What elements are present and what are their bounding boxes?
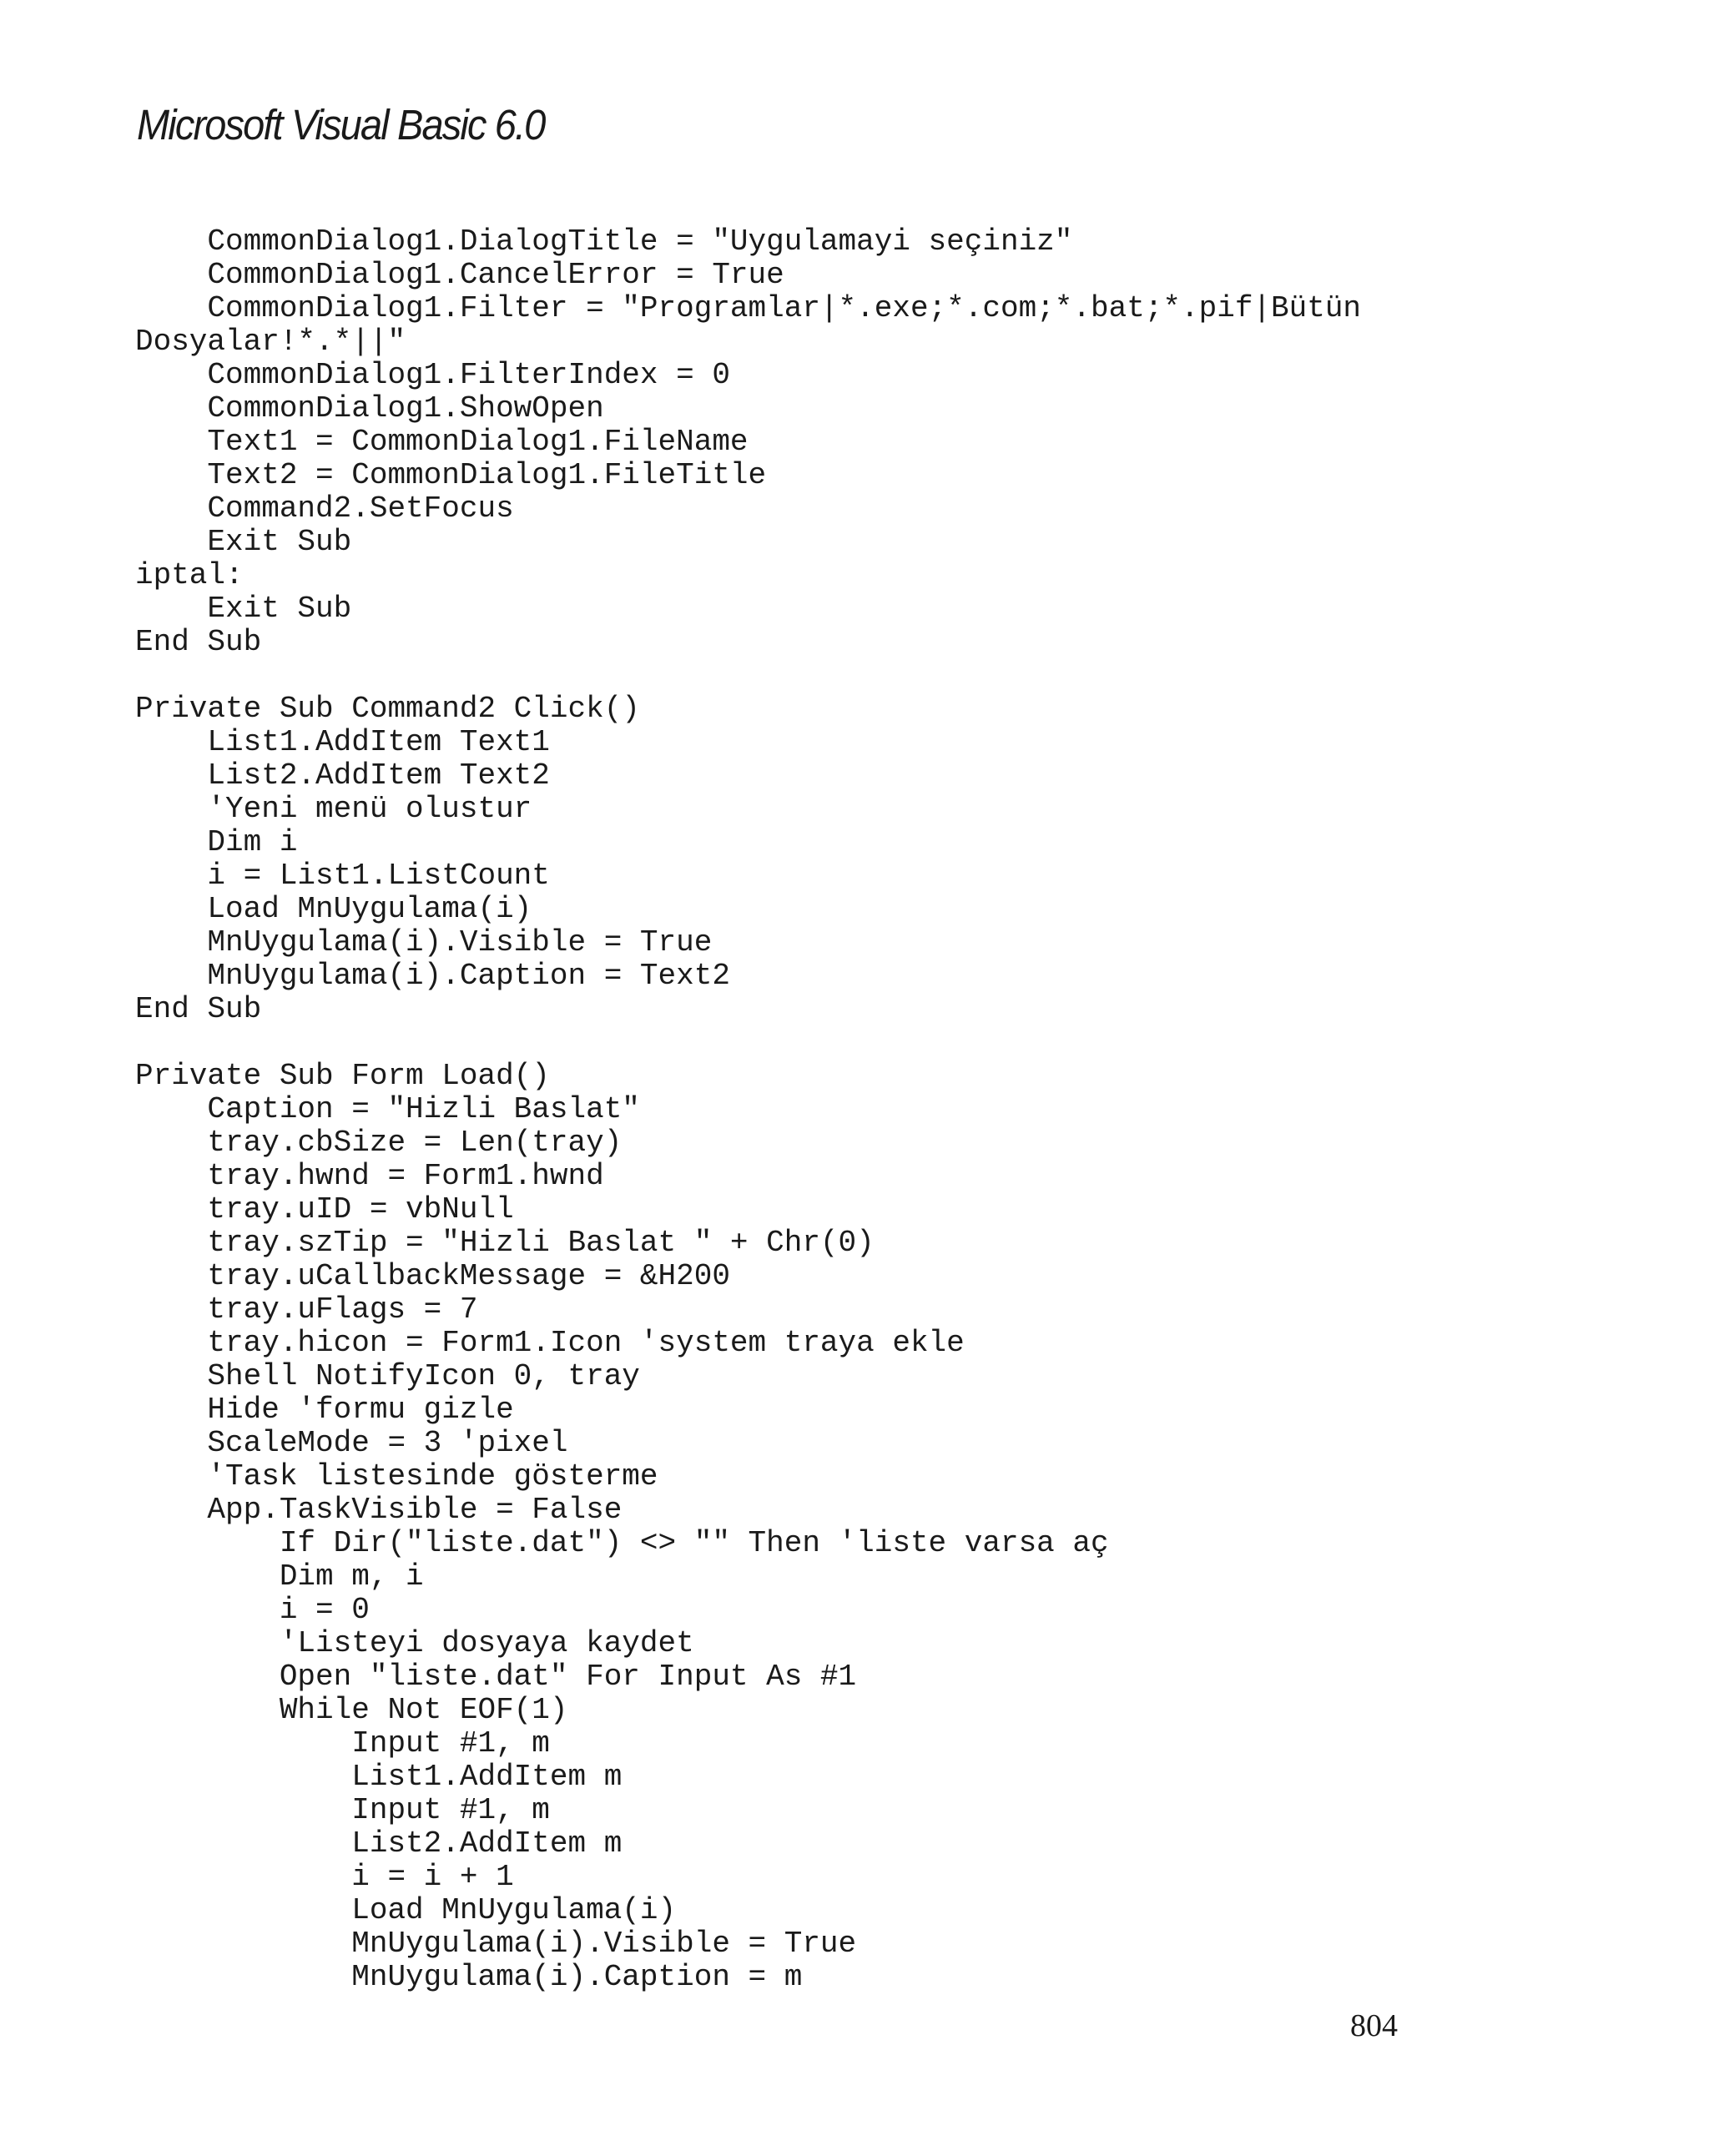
code-line: Caption = "Hizli Baslat" xyxy=(135,1092,640,1126)
code-line: List1.AddItem Text1 xyxy=(135,725,550,759)
code-line: MnUygulama(i).Visible = True xyxy=(135,925,713,960)
code-line: End Sub xyxy=(135,625,262,659)
code-line: CommonDialog1.CancelError = True xyxy=(135,258,784,292)
code-line: 'Yeni menü olustur xyxy=(135,792,532,826)
page-number: 804 xyxy=(1350,2008,1398,2043)
code-line: Private Sub Command2 Click() xyxy=(135,692,640,726)
code-line: While Not EOF(1) xyxy=(135,1693,568,1727)
code-line: 'Task listesinde gösterme xyxy=(135,1459,658,1494)
code-line: Command2.SetFocus xyxy=(135,491,514,526)
code-line: If Dir("liste.dat") <> "" Then 'liste varsa aç xyxy=(135,1526,1109,1560)
code-line: tray.uCallbackMessage = &H200 xyxy=(135,1259,730,1293)
code-line: CommonDialog1.FilterIndex = 0 xyxy=(135,358,730,392)
code-line: List1.AddItem m xyxy=(135,1760,623,1794)
code-line: CommonDialog1.Filter = "Programlar|*.exe;*.com;*.bat;*.pif|Bütün xyxy=(135,291,1362,325)
code-line: Dosyalar!*.*||" xyxy=(135,325,406,359)
code-line: MnUygulama(i).Visible = True xyxy=(135,1927,857,1961)
code-line: Input #1, m xyxy=(135,1726,550,1761)
code-line: Load MnUygulama(i) xyxy=(135,892,532,926)
code-line: tray.szTip = "Hizli Baslat " + Chr(0) xyxy=(135,1226,875,1260)
code-line: tray.hwnd = Form1.hwnd xyxy=(135,1159,604,1193)
code-line: Dim i xyxy=(135,825,298,859)
code-line: Open "liste.dat" For Input As #1 xyxy=(135,1660,857,1694)
code-line: Dim m, i xyxy=(135,1559,424,1594)
code-line: tray.uID = vbNull xyxy=(135,1192,514,1227)
code-line: tray.hicon = Form1.Icon 'system traya ekle xyxy=(135,1326,965,1360)
code-line xyxy=(135,1026,1654,1060)
code-line: Hide 'formu gizle xyxy=(135,1393,514,1427)
code-line: MnUygulama(i).Caption = Text2 xyxy=(135,959,730,993)
code-line: List2.AddItem m xyxy=(135,1826,623,1861)
code-listing xyxy=(135,225,1654,1994)
code-line: tray.uFlags = 7 xyxy=(135,1292,478,1327)
code-line: Exit Sub xyxy=(135,525,352,559)
code-line: Private Sub Form Load() xyxy=(135,1059,550,1093)
code-line: i = List1.ListCount xyxy=(135,859,550,893)
code-line: End Sub xyxy=(135,992,262,1026)
code-line: 'Listeyi dosyaya kaydet xyxy=(135,1626,694,1660)
code-line: Text1 = CommonDialog1.FileName xyxy=(135,425,749,459)
code-line: Shell NotifyIcon 0, tray xyxy=(135,1359,640,1393)
running-header: Microsoft Visual Basic 6.0 xyxy=(137,101,545,149)
code-line: iptal: xyxy=(135,558,244,592)
code-line: Exit Sub xyxy=(135,592,352,626)
code-line: App.TaskVisible = False xyxy=(135,1493,623,1527)
code-line: CommonDialog1.ShowOpen xyxy=(135,391,604,426)
code-line: MnUygulama(i).Caption = m xyxy=(135,1960,803,1994)
code-line: ScaleMode = 3 'pixel xyxy=(135,1426,568,1460)
code-line: i = i + 1 xyxy=(135,1860,514,1894)
code-line xyxy=(135,659,1654,693)
code-line: Text2 = CommonDialog1.FileTitle xyxy=(135,458,767,492)
code-line: List2.AddItem Text2 xyxy=(135,758,550,793)
code-line: Load MnUygulama(i) xyxy=(135,1893,677,1927)
code-line: tray.cbSize = Len(tray) xyxy=(135,1126,623,1160)
code-line: i = 0 xyxy=(135,1593,370,1627)
code-line: Input #1, m xyxy=(135,1793,550,1827)
code-line: CommonDialog1.DialogTitle = "Uygulamayi seçiniz" xyxy=(135,224,1073,259)
